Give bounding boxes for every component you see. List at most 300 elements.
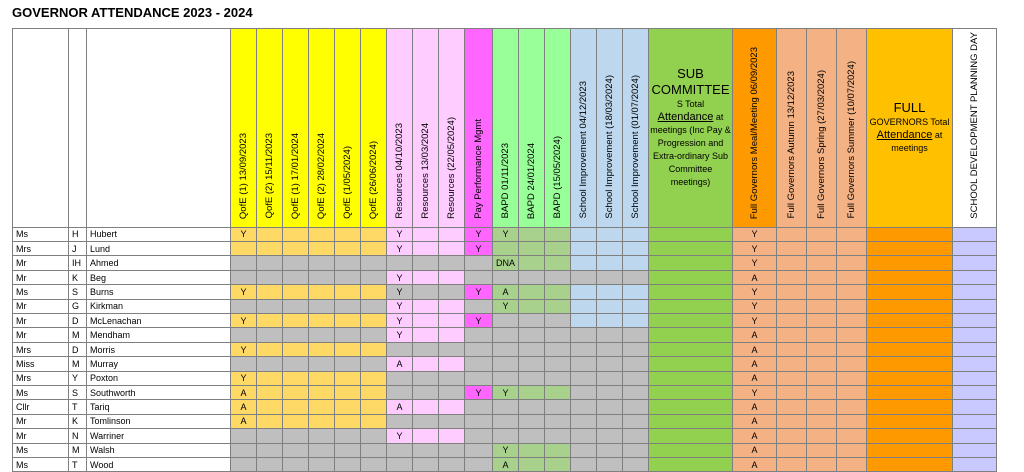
attendance-cell — [283, 342, 309, 356]
attendance-cell — [571, 314, 597, 328]
full_header-header-pre: GOVERNORS Total — [869, 117, 950, 128]
sub-committee-total-header — [649, 29, 733, 228]
attendance-cell — [231, 429, 257, 443]
meeting-header — [335, 29, 361, 228]
attendance-cell — [649, 314, 733, 328]
attendance-cell — [571, 357, 597, 371]
attendance-cell — [623, 386, 649, 400]
attendance-cell — [953, 429, 997, 443]
attendance-cell — [623, 371, 649, 385]
attendance-cell — [649, 328, 733, 342]
attendance-cell — [623, 429, 649, 443]
attendance-cell — [413, 227, 439, 241]
meeting-header — [623, 29, 649, 228]
governor-title: Ms — [13, 386, 69, 400]
attendance-cell — [335, 443, 361, 457]
attendance-cell — [623, 314, 649, 328]
attendance-cell: A — [733, 371, 777, 385]
attendance-cell — [493, 414, 519, 428]
governor-initial: M — [69, 357, 87, 371]
governor-title: Mrs — [13, 342, 69, 356]
sub_header-header-post: at meetings (Inc Pay & Progression and Extra-ordinary Sub Committee meetings) — [650, 112, 731, 188]
attendance-cell — [309, 443, 335, 457]
attendance-cell — [777, 285, 807, 299]
attendance-cell — [837, 371, 867, 385]
attendance-cell — [867, 342, 953, 356]
attendance-cell — [335, 328, 361, 342]
attendance-cell — [545, 414, 571, 428]
attendance-cell — [649, 414, 733, 428]
header-blank — [69, 29, 87, 228]
attendance-cell — [519, 270, 545, 284]
attendance-cell — [623, 242, 649, 256]
attendance-cell — [309, 314, 335, 328]
meeting-header-label: Resources 13/03/2024 — [420, 123, 431, 219]
attendance-cell — [953, 270, 997, 284]
attendance-cell: Y — [465, 242, 493, 256]
governor-initial: D — [69, 314, 87, 328]
attendance-cell — [439, 386, 465, 400]
attendance-cell: Y — [387, 314, 413, 328]
attendance-cell — [361, 400, 387, 414]
attendance-cell — [837, 328, 867, 342]
attendance-cell — [571, 414, 597, 428]
attendance-cell — [571, 227, 597, 241]
attendance-cell — [309, 400, 335, 414]
attendance-cell — [361, 285, 387, 299]
attendance-cell — [545, 328, 571, 342]
attendance-cell — [387, 256, 413, 270]
attendance-cell — [623, 285, 649, 299]
governor-title: Mr — [13, 256, 69, 270]
attendance-cell — [309, 328, 335, 342]
attendance-cell — [439, 256, 465, 270]
attendance-cell — [465, 457, 493, 471]
attendance-cell — [807, 414, 837, 428]
attendance-cell — [953, 242, 997, 256]
attendance-cell — [597, 443, 623, 457]
attendance-cell — [623, 342, 649, 356]
attendance-cell — [837, 342, 867, 356]
governor-title: Mr — [13, 270, 69, 284]
attendance-cell — [493, 342, 519, 356]
governor-initial: M — [69, 443, 87, 457]
attendance-cell: Y — [733, 299, 777, 313]
attendance-cell — [231, 357, 257, 371]
attendance-cell — [413, 429, 439, 443]
full_header-header-underlined: Attendance — [876, 129, 933, 142]
attendance-cell — [597, 400, 623, 414]
attendance-cell — [309, 414, 335, 428]
attendance-cell — [439, 314, 465, 328]
attendance-cell — [571, 429, 597, 443]
attendance-cell — [837, 357, 867, 371]
attendance-cell — [837, 285, 867, 299]
attendance-cell — [257, 342, 283, 356]
attendance-cell: Y — [231, 285, 257, 299]
attendance-cell — [335, 227, 361, 241]
attendance-cell — [649, 242, 733, 256]
governor-surname: McLenachan — [87, 314, 231, 328]
attendance-cell — [519, 242, 545, 256]
attendance-cell — [257, 270, 283, 284]
governor-title: Ms — [13, 285, 69, 299]
attendance-cell — [867, 371, 953, 385]
attendance-cell — [335, 285, 361, 299]
attendance-cell: A — [733, 414, 777, 428]
attendance-cell — [597, 227, 623, 241]
attendance-cell — [777, 227, 807, 241]
attendance-cell: DNA — [493, 256, 519, 270]
governor-initial: T — [69, 400, 87, 414]
attendance-cell — [519, 256, 545, 270]
attendance-cell — [413, 328, 439, 342]
attendance-cell — [623, 256, 649, 270]
attendance-cell — [519, 357, 545, 371]
attendance-cell — [571, 328, 597, 342]
attendance-cell — [649, 342, 733, 356]
governor-initial: M — [69, 328, 87, 342]
governor-row — [13, 443, 997, 457]
attendance-cell — [571, 386, 597, 400]
attendance-cell — [597, 314, 623, 328]
governor-surname: Ahmed — [87, 256, 231, 270]
attendance-cell — [493, 371, 519, 385]
attendance-cell — [867, 457, 953, 471]
attendance-table — [12, 28, 997, 472]
attendance-cell — [493, 357, 519, 371]
attendance-cell — [519, 386, 545, 400]
meeting-header-label: BAPD (15/05/2024) — [552, 136, 563, 219]
attendance-cell — [649, 357, 733, 371]
header-blank — [87, 29, 231, 228]
attendance-cell: A — [231, 414, 257, 428]
attendance-cell — [387, 443, 413, 457]
attendance-cell — [597, 386, 623, 400]
attendance-cell — [413, 299, 439, 313]
attendance-cell: Y — [733, 285, 777, 299]
attendance-cell — [335, 457, 361, 471]
attendance-cell — [493, 328, 519, 342]
meeting-header — [361, 29, 387, 228]
attendance-cell: Y — [231, 314, 257, 328]
governor-surname: Lund — [87, 242, 231, 256]
attendance-cell — [413, 443, 439, 457]
governor-surname: Warriner — [87, 429, 231, 443]
attendance-cell — [257, 328, 283, 342]
attendance-cell — [623, 270, 649, 284]
governor-initial: S — [69, 386, 87, 400]
attendance-cell — [837, 429, 867, 443]
governor-surname: Poxton — [87, 371, 231, 385]
attendance-cell — [439, 429, 465, 443]
attendance-cell — [807, 328, 837, 342]
attendance-cell — [361, 357, 387, 371]
attendance-cell — [623, 400, 649, 414]
attendance-cell — [519, 371, 545, 385]
attendance-cell — [953, 414, 997, 428]
attendance-cell: Y — [733, 256, 777, 270]
attendance-cell — [413, 270, 439, 284]
attendance-cell — [283, 314, 309, 328]
attendance-cell — [867, 386, 953, 400]
meeting-header-label: QofE (1) 17/01/2024 — [290, 132, 301, 219]
attendance-cell — [623, 227, 649, 241]
sheet-title: GOVERNOR ATTENDANCE 2023 - 2024 — [12, 5, 253, 20]
governor-title: Miss — [13, 357, 69, 371]
attendance-cell: Y — [231, 227, 257, 241]
attendance-cell — [361, 314, 387, 328]
attendance-cell — [309, 429, 335, 443]
attendance-cell — [807, 270, 837, 284]
attendance-cell — [231, 270, 257, 284]
attendance-cell — [283, 242, 309, 256]
attendance-cell — [777, 443, 807, 457]
meeting-header-label: QofE (26/06/2024) — [368, 140, 379, 219]
attendance-cell — [465, 270, 493, 284]
attendance-cell — [231, 443, 257, 457]
attendance-cell — [283, 256, 309, 270]
attendance-cell — [283, 386, 309, 400]
attendance-cell — [283, 414, 309, 428]
attendance-cell — [571, 443, 597, 457]
governor-initial: K — [69, 270, 87, 284]
attendance-cell — [867, 299, 953, 313]
attendance-cell — [283, 285, 309, 299]
attendance-cell — [545, 429, 571, 443]
attendance-cell — [649, 227, 733, 241]
attendance-cell — [439, 328, 465, 342]
attendance-cell — [649, 270, 733, 284]
attendance-cell — [807, 386, 837, 400]
meeting-header-label: QofE (1/05/2024) — [342, 145, 353, 219]
attendance-cell — [867, 443, 953, 457]
attendance-cell — [837, 270, 867, 284]
attendance-cell — [807, 371, 837, 385]
attendance-cell — [519, 342, 545, 356]
attendance-cell — [545, 299, 571, 313]
attendance-cell — [597, 256, 623, 270]
attendance-cell — [623, 443, 649, 457]
attendance-cell — [867, 242, 953, 256]
attendance-cell — [231, 328, 257, 342]
attendance-cell — [257, 299, 283, 313]
attendance-cell — [545, 256, 571, 270]
attendance-cell — [309, 256, 335, 270]
attendance-cell — [807, 400, 837, 414]
governor-row — [13, 342, 997, 356]
attendance-cell — [309, 371, 335, 385]
attendance-cell — [807, 299, 837, 313]
attendance-cell — [571, 270, 597, 284]
attendance-cell — [465, 256, 493, 270]
attendance-cell: A — [733, 328, 777, 342]
attendance-cell — [953, 285, 997, 299]
meeting-header-label: SCHOOL DEVELOPMENT PLANNING DAY — [969, 32, 980, 219]
attendance-cell: A — [387, 400, 413, 414]
attendance-cell: Y — [465, 386, 493, 400]
attendance-cell: A — [231, 400, 257, 414]
attendance-cell — [545, 242, 571, 256]
attendance-cell — [597, 270, 623, 284]
attendance-cell — [439, 457, 465, 471]
meeting-header — [837, 29, 867, 228]
governor-title: Ms — [13, 227, 69, 241]
attendance-cell — [867, 227, 953, 241]
attendance-cell — [623, 414, 649, 428]
attendance-cell — [571, 371, 597, 385]
attendance-cell — [387, 371, 413, 385]
attendance-cell — [519, 457, 545, 471]
attendance-cell: A — [733, 400, 777, 414]
attendance-cell — [837, 314, 867, 328]
governor-row — [13, 270, 997, 284]
attendance-cell — [283, 328, 309, 342]
attendance-cell — [867, 270, 953, 284]
attendance-cell — [309, 227, 335, 241]
attendance-cell — [807, 357, 837, 371]
attendance-cell — [413, 285, 439, 299]
governor-row — [13, 256, 997, 270]
attendance-cell — [867, 285, 953, 299]
attendance-cell — [257, 285, 283, 299]
meeting-header-label: QofE (2) 15/11/2023 — [264, 133, 275, 219]
attendance-cell — [439, 443, 465, 457]
attendance-cell — [413, 414, 439, 428]
attendance-cell — [283, 227, 309, 241]
attendance-cell — [953, 443, 997, 457]
governor-title: Mr — [13, 314, 69, 328]
governor-initial: G — [69, 299, 87, 313]
attendance-cell — [777, 386, 807, 400]
meeting-header-label: QofE (2) 28/02/2024 — [316, 132, 327, 219]
meeting-header-label: Resources (22/05/2024) — [446, 116, 457, 219]
governor-row — [13, 357, 997, 371]
attendance-cell — [257, 457, 283, 471]
attendance-cell — [361, 227, 387, 241]
sub_header-header-big: SUB COMMITTEE — [651, 66, 730, 98]
governor-surname: Tomlinson — [87, 414, 231, 428]
header-row — [13, 29, 997, 228]
attendance-cell — [257, 400, 283, 414]
attendance-cell — [257, 386, 283, 400]
governor-title: Mr — [13, 414, 69, 428]
attendance-cell — [309, 357, 335, 371]
attendance-cell — [545, 285, 571, 299]
attendance-cell — [335, 429, 361, 443]
attendance-cell — [597, 457, 623, 471]
attendance-cell — [867, 328, 953, 342]
attendance-cell: Y — [387, 270, 413, 284]
attendance-cell — [283, 443, 309, 457]
attendance-cell — [837, 457, 867, 471]
attendance-cell — [867, 400, 953, 414]
attendance-cell — [413, 242, 439, 256]
attendance-cell: A — [733, 270, 777, 284]
attendance-cell: A — [733, 443, 777, 457]
attendance-cell — [335, 242, 361, 256]
governor-row — [13, 314, 997, 328]
attendance-cell — [545, 357, 571, 371]
meeting-header — [493, 29, 519, 228]
attendance-cell — [597, 299, 623, 313]
meeting-header — [953, 29, 997, 228]
attendance-cell: Y — [387, 227, 413, 241]
attendance-cell — [545, 371, 571, 385]
attendance-cell — [571, 299, 597, 313]
attendance-cell — [777, 270, 807, 284]
attendance-cell — [493, 242, 519, 256]
attendance-cell — [545, 227, 571, 241]
attendance-cell — [649, 429, 733, 443]
governor-initial: S — [69, 285, 87, 299]
attendance-cell — [545, 342, 571, 356]
meeting-header-label: Full Governors Meal/Meeting 06/09/2023 — [749, 46, 760, 219]
attendance-cell — [867, 414, 953, 428]
governor-surname: Southworth — [87, 386, 231, 400]
governor-initial: N — [69, 429, 87, 443]
attendance-cell — [335, 371, 361, 385]
governor-initial: T — [69, 457, 87, 471]
attendance-cell — [283, 357, 309, 371]
attendance-cell — [623, 357, 649, 371]
governor-row — [13, 386, 997, 400]
attendance-cell — [807, 256, 837, 270]
attendance-cell — [283, 270, 309, 284]
meeting-header — [309, 29, 335, 228]
attendance-cell — [807, 314, 837, 328]
full_header-header-big: FULL — [893, 100, 926, 116]
meeting-header — [777, 29, 807, 228]
attendance-cell — [309, 342, 335, 356]
attendance-cell — [571, 342, 597, 356]
attendance-cell — [257, 429, 283, 443]
attendance-cell — [777, 429, 807, 443]
attendance-cell — [413, 342, 439, 356]
attendance-cell — [953, 256, 997, 270]
attendance-cell — [571, 256, 597, 270]
sub_header-header-pre: S Total — [676, 99, 705, 110]
attendance-cell — [257, 443, 283, 457]
attendance-cell — [571, 242, 597, 256]
governor-row — [13, 400, 997, 414]
attendance-cell — [361, 270, 387, 284]
full-governors-total-header — [867, 29, 953, 228]
attendance-cell — [361, 429, 387, 443]
attendance-cell: Y — [387, 285, 413, 299]
attendance-cell — [953, 314, 997, 328]
governor-row — [13, 285, 997, 299]
attendance-cell — [413, 357, 439, 371]
attendance-cell — [439, 400, 465, 414]
governor-surname: Tariq — [87, 400, 231, 414]
attendance-cell — [283, 400, 309, 414]
attendance-cell — [837, 299, 867, 313]
governor-row — [13, 371, 997, 385]
attendance-cell — [493, 270, 519, 284]
attendance-cell — [571, 285, 597, 299]
governor-row — [13, 328, 997, 342]
attendance-cell — [283, 371, 309, 385]
meeting-header-label: School Improvement (01/07/2024) — [630, 75, 641, 219]
attendance-cell — [231, 256, 257, 270]
governor-initial: H — [69, 227, 87, 241]
attendance-cell — [837, 242, 867, 256]
attendance-cell — [439, 242, 465, 256]
attendance-cell — [649, 400, 733, 414]
attendance-cell: A — [493, 457, 519, 471]
governor-row — [13, 457, 997, 471]
